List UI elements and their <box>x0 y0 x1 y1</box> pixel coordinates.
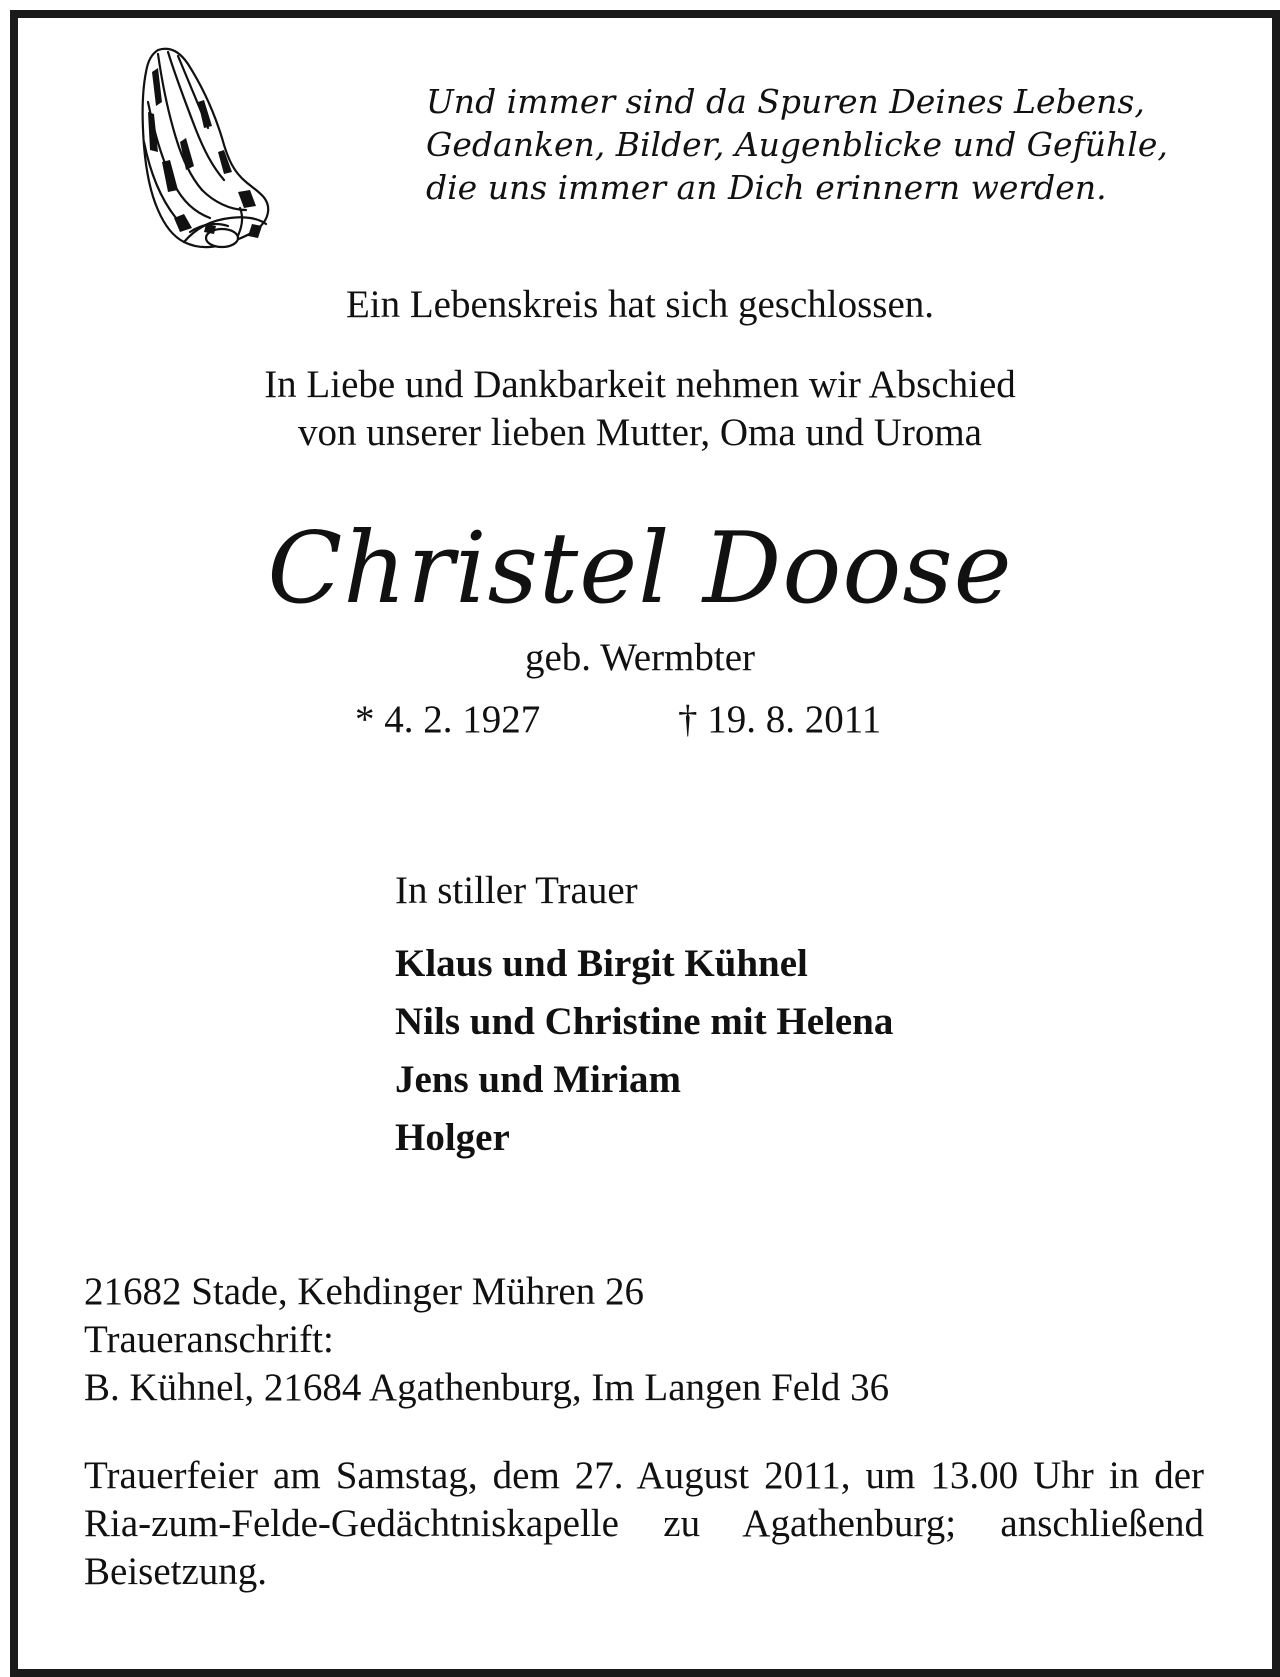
poem-line: Und immer sind da Spuren Deines Lebens, <box>426 82 1145 121</box>
farewell-line-2: von unserer lieben Mutter, Oma und Uroma <box>297 411 982 454</box>
funeral-service-text: Trauerfeier am Samstag, dem 27. August 2011, um 13.00 Uhr in der Ria-zum-Felde-Gedächtniskapelle zu Agathenburg; anschließend Beisetzung. <box>84 1454 1204 1593</box>
birth-date: * 4. 2. 1927 <box>355 698 541 741</box>
death-date: † 19. 8. 2011 <box>678 698 882 741</box>
mourner-name: Holger <box>395 1116 510 1159</box>
home-address: 21682 Stade, Kehdinger Mühren 26 <box>84 1270 644 1313</box>
mourner-name: Nils und Christine mit Helena <box>395 1000 894 1043</box>
poem-line: Gedanken, Bilder, Augenblicke und Gefühle, <box>426 125 1168 164</box>
praying-hands-icon <box>118 42 286 256</box>
poem-line: die uns immer an Dich erinnern werden. <box>426 168 1107 207</box>
address-block <box>84 1268 889 1412</box>
mourner-name: Klaus und Birgit Kühnel <box>395 942 808 985</box>
memorial-poem <box>426 80 1226 209</box>
intro-text: Ein Lebenskreis hat sich geschlossen. <box>345 283 935 326</box>
mourning-address-label: Traueranschrift: <box>84 1318 334 1361</box>
maiden-name: geb. Wermbter <box>524 636 756 679</box>
mourning-heading: In stiller Trauer <box>395 869 638 912</box>
farewell-line-1: In Liebe und Dankbarkeit nehmen wir Abschied <box>264 363 1016 406</box>
mourner-name: Jens und Miriam <box>395 1058 682 1101</box>
deceased-name: Christel Doose <box>267 512 1013 626</box>
notice-border <box>10 10 1280 1677</box>
mourners-list <box>395 935 893 1167</box>
mourning-address: B. Kühnel, 21684 Agathenburg, Im Langen Feld 36 <box>84 1366 890 1409</box>
